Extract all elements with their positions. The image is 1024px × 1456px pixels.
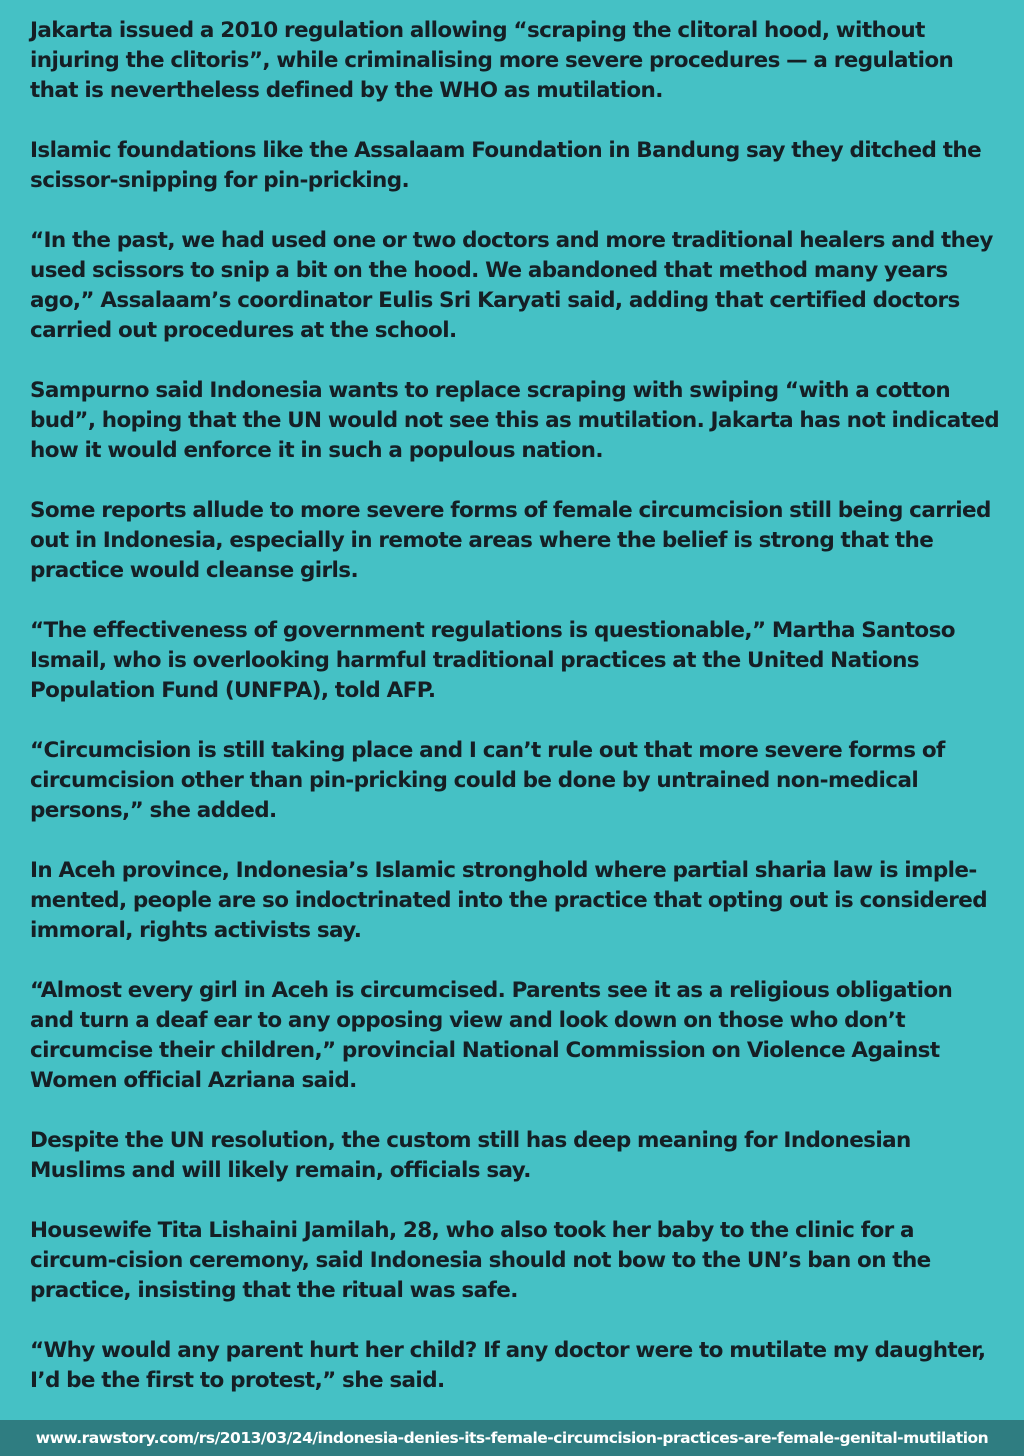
paragraph-7: “Circumcision is still taking place and I can’t rule out that more severe forms of circumcision other than pin-pricking could be done by untrained non-medical persons,” she added. bbox=[30, 738, 945, 823]
paragraph-4: Sampurno said Indonesia wants to replace scraping with swiping “with a cotton bud”, hoping that the UN would not see this as mutilation. Jakarta has not indicated how it would enforce it in such a populous nation. bbox=[30, 378, 1000, 463]
paragraph-11: Housewife Tita Lishaini Jamilah, 28, who also took her baby to the clinic for a circum-cision ceremony, said Indonesia should not bow to the UN’s ban on the practice, insisting that the ritual was safe. bbox=[30, 1218, 931, 1303]
paragraph-1: Jakarta issued a 2010 regulation allowing “scraping the clitoral hood, without injuring the clitoris”, while criminalising more severe procedures — a regulation that is nevertheless defined by the WHO as mutilation. bbox=[30, 18, 954, 103]
paragraph-6: “The effectiveness of government regulations is questionable,” Martha Santoso Ismail, who is overlooking harmful traditional practices at the United Nations Population Fund (UNFPA), told AFP. bbox=[30, 618, 955, 703]
paragraph-10: Despite the UN resolution, the custom still has deep meaning for Indonesian Muslims and will likely remain, officials say. bbox=[30, 1128, 911, 1183]
paragraph-9: “Almost every girl in Aceh is circumcised. Parents see it as a religious obligation and turn a deaf ear to any opposing view and look down on those who don’t circumcise their children,” provincial National Commission on Violence Against Women official Azriana said. bbox=[30, 978, 953, 1093]
source-url: www.rawstory.com/rs/2013/03/24/indonesia-denies-its-female-circumcision-practices-are-female-genital-mutilation bbox=[35, 1429, 989, 1447]
source-footer-bar bbox=[0, 1420, 1024, 1456]
paragraph-12: “Why would any parent hurt her child? If any doctor were to mutilate my daughter, I’d be the first to protest,” she said. bbox=[30, 1338, 986, 1393]
paragraph-3: “In the past, we had used one or two doctors and more traditional healers and they used scissors to snip a bit on the hood. We abandoned that method many years ago,” Assalaam’s coordinator Eulis Sri Karyati said, adding that certified doctors carried out procedures at the school. bbox=[30, 228, 993, 343]
paragraph-2: Islamic foundations like the Assalaam Foundation in Bandung say they ditched the scissor-snipping for pin-pricking. bbox=[30, 138, 982, 193]
paragraph-8: In Aceh province, Indonesia’s Islamic stronghold where partial sharia law is imple-mented, people are so indoctrinated into the practice that opting out is considered immoral, rights activists say. bbox=[30, 858, 988, 943]
paragraph-5: Some reports allude to more severe forms of female circumcision still being carried out in Indonesia, especially in remote areas where the belief is strong that the practice would cleanse girls. bbox=[30, 498, 991, 583]
article-body bbox=[30, 16, 1000, 1426]
